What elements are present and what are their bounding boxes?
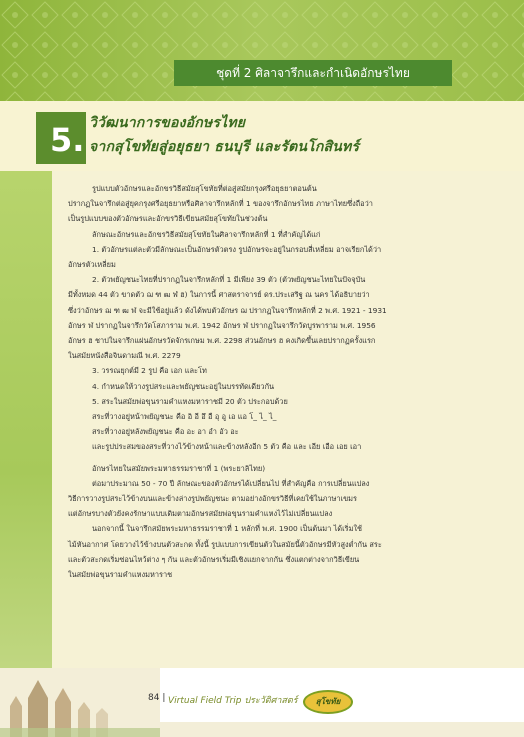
body-line: แต่อักษรบางตัวยังคงรักษาแบบเดิมตามอักษรสมัยพ่อขุนรามคำแหงไว้ไม่เปลี่ยนแปลง (68, 509, 333, 519)
body-text (68, 181, 498, 582)
body-line: และรูปประสมของสระที่วางไว้ข้างหน้าและข้างหลังอีก 5 ตัว คือ และ เอีย เอือ เอย เอา (92, 442, 362, 452)
body-line: ไม้หันอากาศ โดยวางไว้ข้างบนตัวสะกด ทั้งนี้ รูปแบบการเขียนตัวในสมัยนี้ตัวอักษรมีหัวสูงต่ำกัน สระ (68, 539, 382, 549)
chapter-title-line2: จากสุโขทัยสู่อยุธยา ธนบุรี และรัตนโกสินทร์ (89, 139, 360, 155)
body-line: นอกจากนี้ ในจารึกสมัยพระมหาธรรมราชาที่ 1 หลักที่ พ.ศ. 1900 เป็นต้นมา ได้เริ่มใช้ (92, 524, 363, 534)
series-title-bar (174, 60, 452, 86)
body-line: และตัวสะกดเริ่มซ่อนไหว้ต่าง ๆ กัน และตัวอักษรเริ่มมีเชิงแยกจากกัน ซึ่งแตกต่างจากวิธีเขียน (68, 554, 360, 564)
body-line: วิธีการวางรูปสระไว้ข้างบนและข้างล่างรูปพยัญชนะ ตามอย่างอักขรวิธีที่เคยใช้ในภาษาเขมร (68, 494, 357, 504)
body-line: ลักษณะอักษรและอักขรวิธีสมัยสุโขทัยในศิลาจารึกหลักที่ 1 ที่สำคัญได้แก่ (92, 229, 321, 239)
chapter-number: 5. (50, 121, 85, 159)
body-line: 5. สระในสมัยพ่อขุนรามคำแหงมหาราชมี 20 ตัว ประกอบด้วย (92, 396, 288, 406)
body-line: 3. วรรณยุกต์มี 2 รูป คือ เอก และโท (92, 366, 207, 376)
body-line: ในสมัยหนังสือจินดามณี พ.ศ. 2279 (68, 351, 181, 361)
body-line: ปรากฏในจารึกต่อสู่ยุคกรุงศรีอยุธยาหรือศิลาจารึกหลักที่ 1 ของจารึกอักษรไทย ภาษาไทยซึ่งถือว่า (68, 199, 373, 209)
body-line: รูปแบบตัวอักษรและอักขรวิธีสมัยสุโขทัยที่ต่อสู่สมัยกรุงศรีอยุธยาตอนต้น (92, 184, 317, 193)
body-line: 4. กำหนดให้วางรูปสระและพยัญชนะอยู่ในบรรทัดเดียวกัน (92, 381, 275, 391)
body-line: 1. ตัวอักษรแต่ละตัวมีลักษณะเป็นอักษรตัวตรง รูปอักษรจะอยู่ในกรอบสี่เหลี่ยม อาจเรียกได้ว่า (92, 244, 382, 254)
body-line: 2. ตัวพยัญชนะไทยที่ปรากฏในจารึกหลักที่ 1 มีเพียง 39 ตัว (ตัวพยัญชนะไทยในปัจจุบัน (92, 275, 366, 285)
page-number: 84 | (148, 693, 166, 703)
temple-ruins-image (0, 668, 160, 737)
body-line: มีทั้งหมด 44 ตัว ขาดตัว ฌ ฑ ฒ ฬ ฮ) ในการนี้ ศาสตราจารย์ ดร.ประเสริฐ ณ นคร ได้อธิบายว่า (68, 290, 370, 300)
footer-title: Virtual Field Trip ประวัติศาสตร์ (168, 696, 298, 706)
chapter-title-line1: วิวัฒนาการของอักษรไทย (89, 115, 246, 131)
body-line: อักษร ฮ ชาปในจารึกแผ่นอักษรวัดจักรเกษม พ.ศ. 2298 ส่วนอักษร ฮ คงเกิดขึ้นเลยปรากฏครั้งแรก (68, 336, 376, 346)
body-line: สระที่วางอยู่หน้าพยัญชนะ คือ อิ อี อึ อื อุ อู เอ แอ โ_ ไ_ ไ_ (92, 412, 277, 422)
body-line: เป็นรูปแบบของตัวอักษรและอักขรวิธีเขียนสมัยสุโขทัยในช่วงต้น (68, 214, 268, 224)
series-title: ชุดที่ 2 ศิลาจารึกและกำเนิดอักษรไทย (216, 66, 410, 80)
body-subheading: อักษรไทยในสมัยพระมหาธรรมราชาที่ 1 (พระยาลิไทย) (92, 463, 266, 473)
body-line: สระที่วางอยู่หลังพยัญชนะ คือ อะ อา อำ อัว อะ (92, 427, 239, 437)
left-decorative-band (0, 148, 52, 737)
body-line: ต่อมาประมาณ 50 - 70 ปี ลักษณะของตัวอักษรได้เปลี่ยนไป ที่สำคัญคือ การเปลี่ยนแปลง (92, 478, 370, 488)
logo-text: สุโขทัย (315, 697, 341, 706)
body-line: อักษร ฬ ปรากฏในจารึกวัดโสภาราม พ.ศ. 1942 อักษร ฬ ปรากฏในจารึกวัดบูรพาราม พ.ศ. 1956 (68, 320, 376, 330)
body-line: อักษรตัวเหลี่ยม (68, 260, 116, 270)
sukhothai-logo (303, 690, 353, 714)
body-line: ซึ่งว่าอักษร ฌ ฑ ฒ ฬ จะมีใช้อยู่แล้ว ดังได้พบตัวอักษร ฌ ปรากฏในจารึกหลักที่ 2 พ.ศ. 1921 - 1931 (68, 305, 387, 315)
body-line: ในสมัยพ่อขุนรามคำแหงมหาราช (68, 570, 173, 580)
